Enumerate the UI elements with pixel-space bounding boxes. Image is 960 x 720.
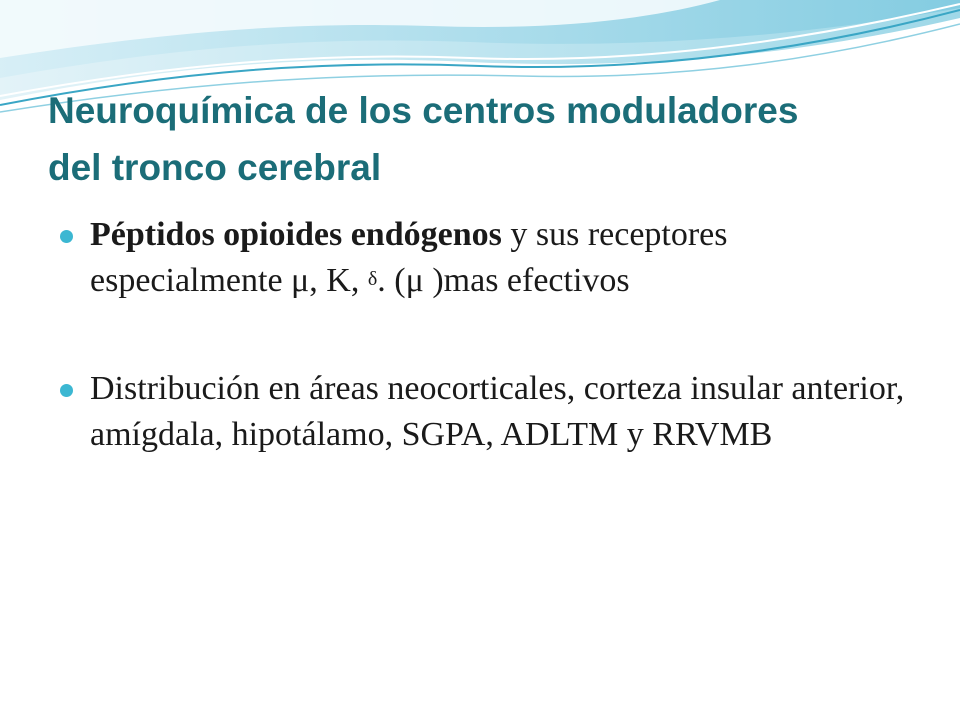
bullet-dot-icon	[60, 230, 73, 243]
bullet-item-distribution	[60, 366, 910, 458]
delta-superscript: δ	[367, 268, 378, 290]
bullet-list	[60, 212, 910, 458]
bullet-dot-icon	[60, 384, 73, 397]
slide-title	[48, 82, 918, 196]
bullet-text-part-b: . (μ )mas efectivos	[377, 262, 630, 299]
title-line-1: Neuroquímica de los centros moduladores	[48, 90, 799, 131]
bullet-bold-text: Péptidos opioides endógenos	[90, 216, 502, 253]
title-line-2: del tronco cerebral	[48, 147, 382, 188]
bullet-text-part-a: y sus receptores especialmente μ, K,	[90, 216, 728, 299]
bullet-text: Distribución en áreas neocorticales, corteza insular anterior, amígdala, hipotálamo, SGPA, ADLTM y RRVMB	[90, 370, 905, 453]
bullet-item-opioid-peptides	[60, 212, 910, 304]
